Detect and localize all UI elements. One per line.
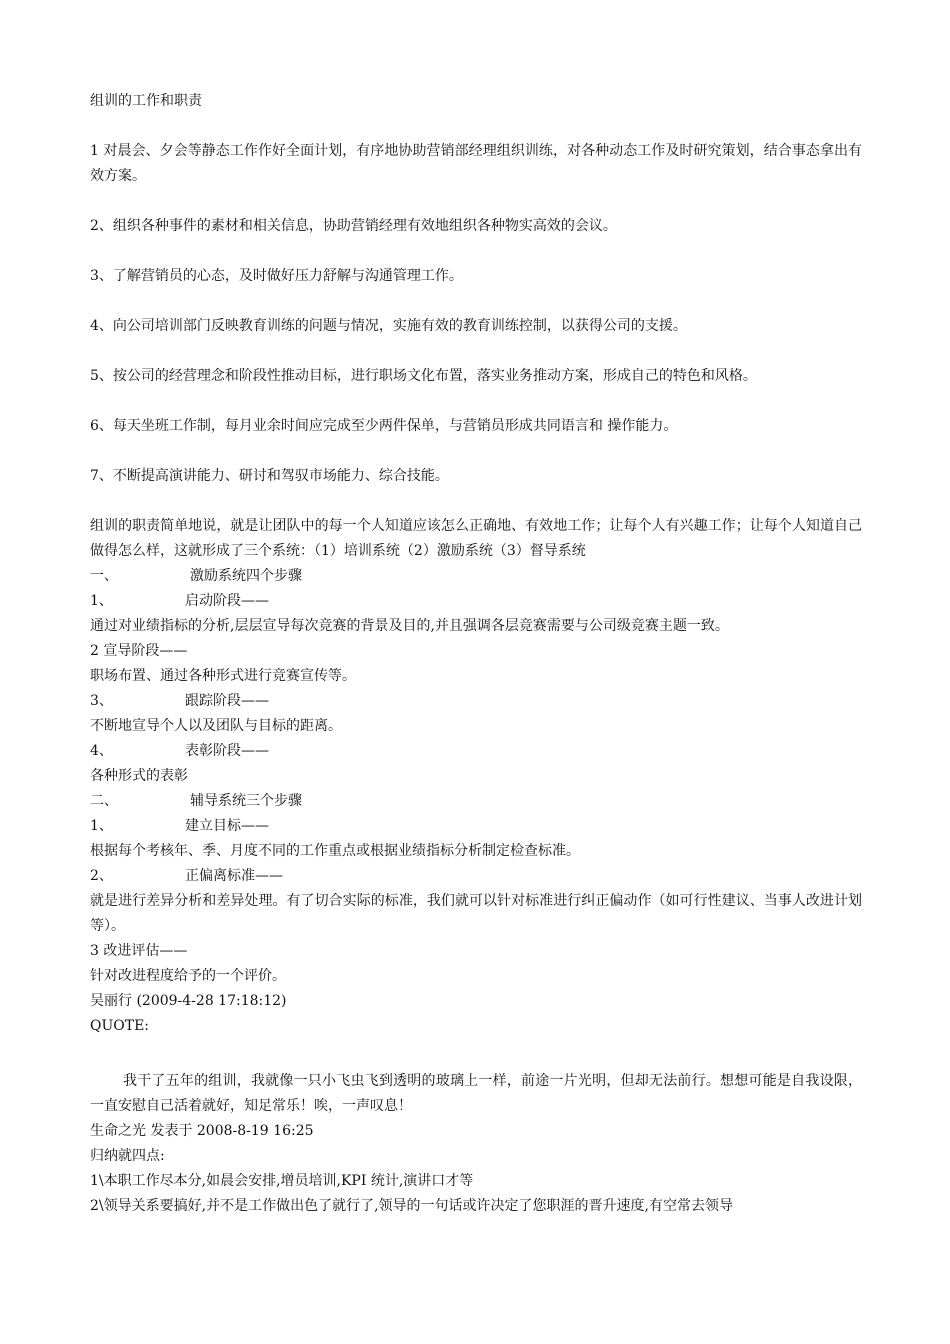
- post-author-line: 生命之光 发表于 2008-8-19 16:25: [90, 1123, 314, 1139]
- step-number: 4、: [90, 743, 113, 759]
- section-number: 一、: [90, 568, 118, 584]
- step-title: 正偏离标准——: [185, 868, 283, 884]
- section-title: 激励系统四个步骤: [190, 568, 302, 584]
- step-heading: [90, 689, 862, 714]
- step-number: 1、: [90, 818, 113, 834]
- step-number: 2、: [90, 868, 113, 884]
- step-title: 表彰阶段——: [185, 743, 269, 759]
- summary-point: 1\本职工作尽本分,如晨会安排,增员培训,KPI 统计,演讲口才等: [90, 1173, 474, 1189]
- section-heading: [90, 564, 862, 589]
- duties-summary: 组训的职责简单地说，就是让团队中的每一个人知道应该怎么正确地、有效地工作；让每个人有兴趣工作；让每个人知道自己做得怎么样，这就形成了三个系统：（1）培训系统（2）激励系统（3）督导系统: [90, 518, 862, 559]
- section-heading: [90, 789, 862, 814]
- step-heading: 2 宣导阶段——: [90, 643, 188, 659]
- step-title: 跟踪阶段——: [185, 693, 269, 709]
- step-text: 不断地宣导个人以及团队与目标的距离。: [90, 718, 342, 734]
- step-text: 通过对业绩指标的分析,层层宣导每次竞赛的背景及目的,并且强调各层竞赛需要与公司级竞赛主题一致。: [90, 618, 729, 634]
- step-heading: [90, 814, 862, 839]
- step-number: 3、: [90, 693, 113, 709]
- duty-item: 7、不断提高演讲能力、研讨和驾驭市场能力、综合技能。: [90, 468, 449, 484]
- section-title: 辅导系统三个步骤: [190, 793, 302, 809]
- step-text: 各种形式的表彰: [90, 768, 188, 784]
- step-heading: [90, 589, 862, 614]
- document-title: 组训的工作和职责: [90, 93, 202, 109]
- step-text: 针对改进程度给予的一个评价。: [90, 968, 286, 984]
- step-text: 职场布置、通过各种形式进行竞赛宣传等。: [90, 668, 356, 684]
- post-author-line: 吴丽行 (2009-4-28 17:18:12): [90, 993, 287, 1009]
- document-body: [90, 89, 862, 1219]
- step-heading: [90, 739, 862, 764]
- step-title: 启动阶段——: [185, 593, 269, 609]
- step-heading: 3 改进评估——: [90, 943, 188, 959]
- quote-label: QUOTE:: [90, 1018, 150, 1034]
- duty-item: 2、组织各种事件的素材和相关信息，协助营销经理有效地组织各种物实高效的会议。: [90, 218, 617, 234]
- step-text: 根据每个考核年、季、月度不同的工作重点或根据业绩指标分析制定检查标准。: [90, 843, 580, 859]
- duty-item: 4、向公司培训部门反映教育训练的问题与情况，实施有效的教育训练控制，以获得公司的支援。: [90, 318, 687, 334]
- summary-heading: 归纳就四点:: [90, 1148, 165, 1164]
- quote-text: 我干了五年的组训，我就像一只小飞虫飞到透明的玻璃上一样，前途一片光明，但却无法前行。想想可能是自我设限，一直安慰自己活着就好，知足常乐！唉，一声叹息！: [90, 1073, 862, 1114]
- duty-item: 6、每天坐班工作制，每月业余时间应完成至少两件保单，与营销员形成共同语言和 操作能力。: [90, 418, 678, 434]
- step-heading: [90, 864, 862, 889]
- duty-item: 1 对晨会、夕会等静态工作作好全面计划，有序地协助营销部经理组织训练，对各种动态工作及时研究策划，结合事态拿出有效方案。: [90, 143, 862, 184]
- step-number: 1、: [90, 593, 113, 609]
- duty-item: 3、了解营销员的心态，及时做好压力舒解与沟通管理工作。: [90, 268, 463, 284]
- section-number: 二、: [90, 793, 118, 809]
- summary-point: 2\领导关系要搞好,并不是工作做出色了就行了,领导的一句话或许决定了您职涯的晋升速度,有空常去领导: [90, 1198, 733, 1214]
- step-title: 建立目标——: [185, 818, 269, 834]
- step-text: 就是进行差异分析和差异处理。有了切合实际的标准，我们就可以针对标准进行纠正偏动作（如可行性建议、当事人改进计划等）。: [90, 893, 862, 934]
- duty-item: 5、按公司的经营理念和阶段性推动目标，进行职场文化布置，落实业务推动方案，形成自己的特色和风格。: [90, 368, 757, 384]
